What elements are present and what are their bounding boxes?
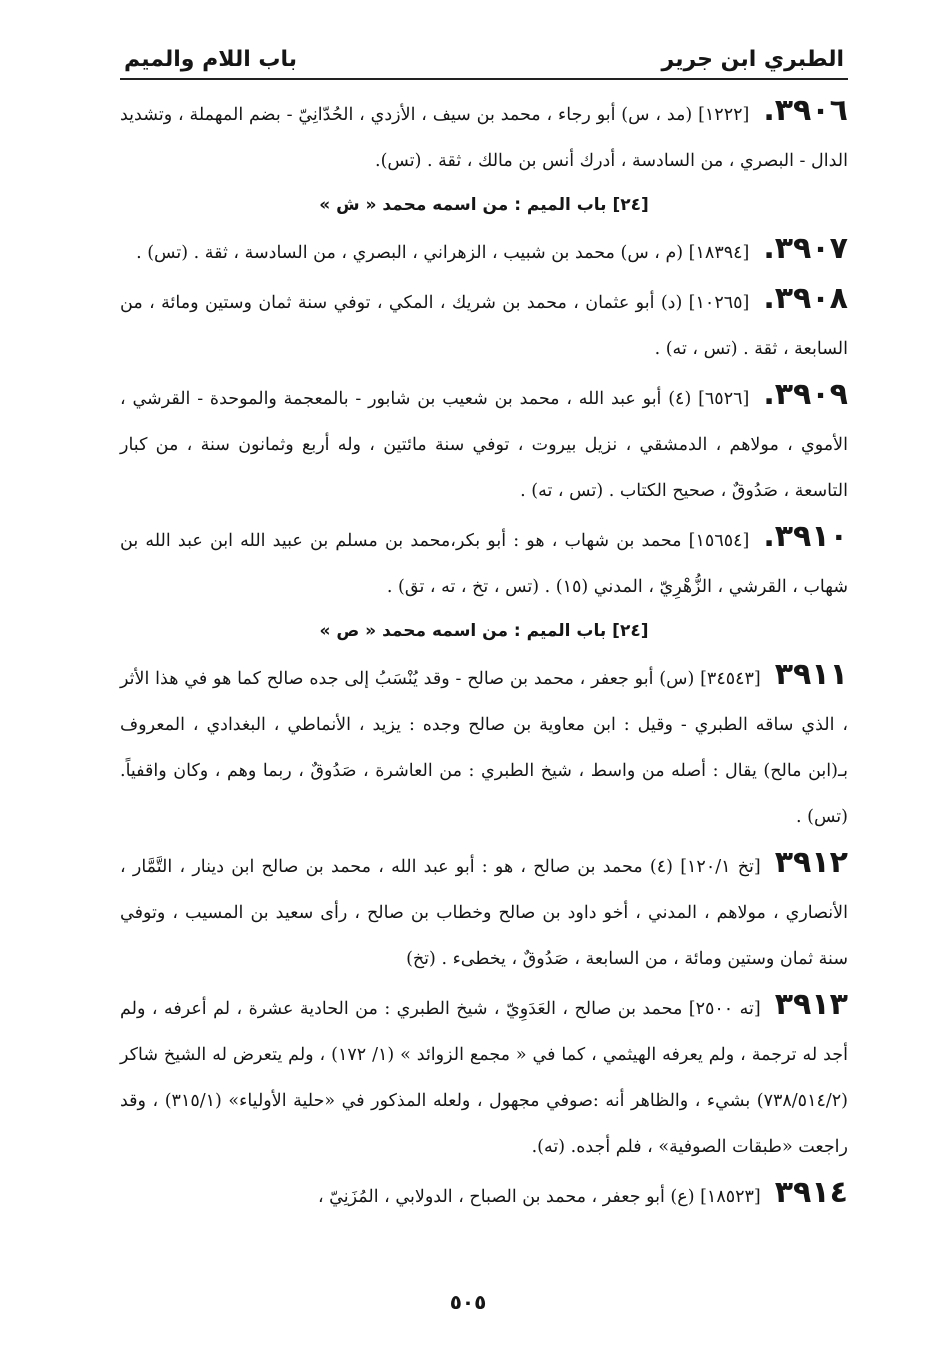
book-page (120, 28, 848, 1220)
entry-number: ٣٩٠٧. (763, 231, 848, 266)
entry-3913 (120, 982, 848, 1170)
chapter-title: باب اللام والميم (124, 47, 298, 72)
entry-number: ٣٩٠٨. (763, 281, 848, 316)
entry-text: [٣٤٥٤٣] (س) أبو جعفر ، محمد بن صالح - وقد يُنْسَبُ إلى جده صالح كما هو في هذا الأثر ، الذي ساقه الطبري - وقيل : ابن معاوية بن صالح وجده : يزيد ، الأنماطي ، البغدادي ، المعروف بـ(ابن مالح) يقال : أصله من واسط ، شيخ الطبري : من العاشرة ، صَدُوقٌ ، ربما وهم ، وكان واقفياً. (تس) . (120, 669, 848, 827)
entry-number: ٣٩١١ (774, 657, 848, 692)
entry-text: [١٢٢٢] (مد ، س) أبو رجاء ، محمد بن سيف ، الأزدي ، الحُدّانِيّ - بضم المهملة ، وتشديد الدال - البصري ، من السادسة ، أدرك أنس بن مالك ، ثقة . (تس). (120, 105, 848, 171)
section-heading-sh: [٢٤] باب الميم : من اسمه محمد « ش » (319, 195, 649, 215)
entry-text: [٦٥٢٦] (٤) أبو عبد الله ، محمد بن شعيب بن شابور - بالمعجمة والموحدة - القرشي ، الأموي ، مولاهم ، الدمشقي ، نزيل بيروت ، توفي سنة مائتين ، وله أربع وثمانون سنة ، من كبار التاسعة ، صَدُوقٌ ، صحيح الكتاب . (تس ، ته) . (120, 389, 848, 501)
entry-number: ٣٩١٠. (763, 519, 848, 554)
entry-number: ٣٩١٤ (774, 1175, 848, 1210)
entry-3908 (120, 276, 848, 372)
page-body (120, 80, 848, 1220)
entry-text: [تخ ١٢٠/١] (٤) محمد بن صالح ، هو : أبو عبد الله ، محمد بن صالح ابن دينار ، التَّمَّار ، الأنصاري ، مولاهم ، المدني ، أخو داود بن صالح وخطاب بن صالح ، رأى سعيد بن المسيب ، وتوفي سنة ثمان وستين ومائة ، من السابعة ، صَدُوقٌ ، يخطىء . (تخ) (120, 857, 848, 969)
entry-text: [١٠٢٦٥] (د) أبو عثمان ، محمد بن شريك ، المكي ، توفي سنة ثمان وستين ومائة ، من السابعة ، ثقة . (تس ، ته) . (120, 293, 848, 359)
entry-text: [١٨٣٩٤] (م ، س) محمد بن شبيب ، الزهراني ، البصري ، من السادسة ، ثقة . (تس) . (136, 243, 750, 263)
section-heading-sad: [٢٤] باب الميم : من اسمه محمد « ص » (319, 621, 649, 641)
entry-3906 (120, 88, 848, 184)
entry-3907 (120, 226, 848, 276)
entry-number: ٣٩١٣ (774, 987, 848, 1022)
entry-text: [ته ٢٥٠٠] محمد بن صالح ، العَدَوِيّ ، شيخ الطبري : من الحادية عشرة ، لم أعرفه ، ولم أجد له ترجمة ، ولم يعرفه الهيثمي ، كما في « مجمع الزوائد » (١/ ١٧٢) ، ولم يتعرض له الشيخ شاكر (٧٣٨/٥١٤/٢) بشيء ، والظاهر أنه :صوفي مجهول ، ولعله المذكور في «حلية الأولياء» (٣١٥/١) ، وقد راجعت «طبقات الصوفية» ، فلم أجده. (ته). (120, 999, 848, 1157)
entry-number: ٣٩٠٦. (763, 93, 848, 128)
entry-3911 (120, 652, 848, 840)
entry-number: ٣٩١٢ (774, 845, 848, 880)
entry-3914 (120, 1170, 848, 1220)
entry-3909 (120, 372, 848, 514)
book-title: الطبري ابن جرير (661, 47, 844, 72)
running-header (120, 28, 848, 80)
entry-3912 (120, 840, 848, 982)
entry-number: ٣٩٠٩. (763, 377, 848, 412)
entry-3910 (120, 514, 848, 610)
entry-text: [١٥٦٥٤] محمد بن شهاب ، هو : أبو بكر،محمد بن مسلم بن عبيد الله ابن عبد الله بن شهاب ، القرشي ، الزُّهْرِيّ ، المدني (١٥) . (تس ، تخ ، ته ، تق) . (120, 531, 848, 597)
page-number: ٥٠٥ (449, 1290, 487, 1314)
entry-text: [١٨٥٢٣] (ع) أبو جعفر ، محمد بن الصباح ، الدولابي ، المُزَنِيّ ، (317, 1187, 761, 1207)
